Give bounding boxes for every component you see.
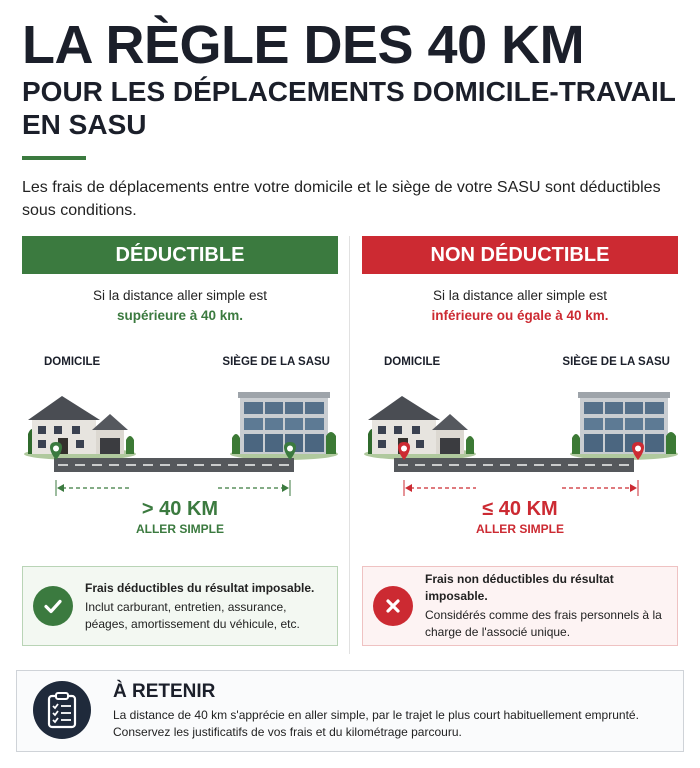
- non-deductible-condition-emph: inférieure ou égale à 40 km.: [431, 308, 609, 323]
- house-icon: [364, 396, 476, 460]
- non-deductible-condition-line: Si la distance aller simple est: [432, 288, 608, 303]
- deductible-column: [22, 236, 338, 654]
- home-label: DOMICILE: [384, 356, 441, 368]
- page-title: LA RÈGLE DES 40 KM: [22, 15, 585, 75]
- home-label: DOMICILE: [44, 356, 101, 368]
- office-label: SIÈGE DE LA SASU: [222, 356, 330, 368]
- page-subtitle: POUR LES DÉPLACEMENTS DOMICILE-TRAVAIL EN SASU: [22, 76, 676, 140]
- remember-box: [16, 670, 684, 752]
- office-building-icon: [570, 392, 678, 460]
- deductible-condition-line: Si la distance aller simple est: [92, 288, 268, 303]
- check-icon: [33, 586, 73, 626]
- road: [54, 458, 294, 472]
- deductible-distance-sub: ALLER SIMPLE: [135, 522, 224, 536]
- cross-icon: [373, 586, 413, 626]
- non-deductible-info-body: Considérés comme des frais personnels à la charge de l'associé unique.: [425, 608, 662, 639]
- deductible-condition: [22, 286, 338, 326]
- non-deductible-distance: ≤ 40 KM: [482, 498, 558, 520]
- house-icon: [24, 396, 136, 460]
- non-deductible-info-head: Frais non déductibles du résultat imposable.: [425, 572, 614, 603]
- non-deductible-condition: [362, 286, 678, 326]
- office-building-icon: [230, 392, 338, 460]
- deductible-info-box: [22, 566, 338, 646]
- non-deductible-info-box: [362, 566, 678, 646]
- clipboard-checklist-icon: [33, 681, 91, 739]
- commute-illustration: [362, 350, 678, 498]
- remember-body: La distance de 40 km s'apprécie en aller simple, par le trajet le plus court habituellement emprunté. Conservez les justificatifs de vos frais et du kilométrage parcouru.: [113, 708, 639, 739]
- deductible-scene: [22, 350, 338, 550]
- office-label: SIÈGE DE LA SASU: [562, 356, 670, 368]
- column-divider: [349, 236, 350, 654]
- non-deductible-column: [362, 236, 678, 654]
- non-deductible-banner: NON DÉDUCTIBLE: [362, 236, 678, 274]
- accent-rule: [22, 156, 86, 160]
- deductible-info-body: Inclut carburant, entretien, assurance, péages, amortissement du véhicule, etc.: [85, 599, 300, 631]
- deductible-distance: > 40 KM: [141, 498, 219, 520]
- distance-arrow: [404, 480, 638, 496]
- deductible-condition-emph: supérieure à 40 km.: [116, 308, 244, 323]
- road: [394, 458, 634, 472]
- intro-text: Les frais de déplacements entre votre domicile et le siège de votre SASU sont déductibles sous conditions.: [22, 179, 661, 219]
- non-deductible-scene: [362, 350, 678, 550]
- non-deductible-distance-sub: ALLER SIMPLE: [475, 522, 564, 536]
- distance-arrow: [56, 480, 290, 496]
- deductible-info-head: Frais déductibles du résultat imposable.: [85, 580, 315, 595]
- commute-illustration: [22, 350, 338, 498]
- remember-title: À RETENIR: [113, 681, 216, 702]
- deductible-banner: DÉDUCTIBLE: [22, 236, 338, 274]
